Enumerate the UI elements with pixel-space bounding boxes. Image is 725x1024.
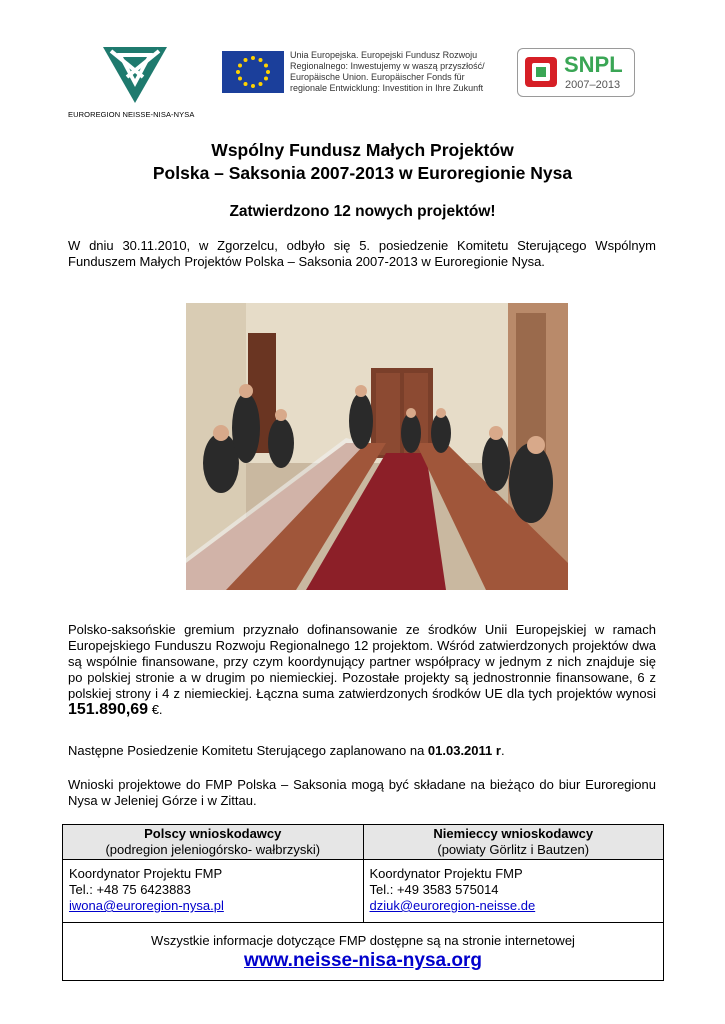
info-text: Wszystkie informacje dotyczące FMP dostępne są na stronie internetowej — [151, 933, 575, 948]
table-contacts-row — [63, 860, 663, 923]
intro-paragraph: W dniu 30.11.2010, w Zgorzelcu, odbyło się 5. posiedzenie Komitetu Sterującego Wspólnym Funduszem Małych Projektów Polska – Saksonia 2007-2013 w Euroregionie Nysa. — [68, 238, 656, 269]
german-applicants-header — [363, 825, 664, 859]
polish-applicants-title: Polscy wnioskodawcy — [144, 826, 282, 841]
euroregion-logo — [103, 47, 167, 103]
german-contact-cell — [363, 860, 664, 922]
polish-contact-email-link[interactable]: iwona@euroregion-nysa.pl — [69, 898, 224, 913]
german-applicants-title: Niemieccy wnioskodawcy — [433, 826, 594, 841]
amount-currency: €. — [148, 702, 163, 717]
polish-applicants-header — [63, 825, 363, 859]
snpl-logo — [517, 48, 635, 97]
german-contact-role: Koordynator Projektu FMP — [369, 866, 523, 881]
euroregion-caption: EUROREGION NEISSE-NISA-NYSA — [68, 110, 195, 119]
website-link[interactable]: www.neisse-nisa-nysa.org — [244, 950, 482, 971]
page-subtitle: Zatwierdzono 12 nowych projektów! — [229, 203, 496, 220]
german-contact-email-link[interactable]: dziuk@euroregion-neisse.de — [369, 898, 536, 913]
table-header-row — [63, 825, 663, 860]
polish-contact-cell — [63, 860, 363, 922]
eu-funding-text — [290, 50, 510, 94]
polish-applicants-region: (podregion jeleniogórsko- wałbrzyski) — [105, 842, 321, 857]
snpl-years: 2007–2013 — [565, 79, 621, 91]
german-applicants-region: (powiaty Görlitz i Bautzen) — [437, 842, 590, 857]
body-text: Polsko-saksońskie gremium przyznało dofinansowanie ze środków Unii Europejskiej w ramach Europejskiego Funduszu Rozwoju Regionalnego 12 projektom. Wśród zatwierdzonych projektów dwa są wspólnie finansowane, przy czym koordynujący partner współpracy w jednym z nich znajduje się po polskiej stronie a w drugim po niemieckiej. Pozostałe projekty są jednostronnie finansowane, 6 z polskiej strony i 4 z niemieckiej. Łączna suma zatwierdzonych środków UE dla tych projektów wynosi — [68, 622, 656, 701]
table-info-row — [63, 923, 663, 980]
meeting-photo — [186, 303, 568, 590]
next-meeting-end: . — [500, 743, 505, 758]
polish-contact-phone: Tel.: +48 75 6423883 — [69, 882, 191, 897]
total-amount: 151.890,69 — [68, 701, 149, 718]
eu-text-line: regionale Entwicklung: Investition in Ihre Zukunft — [290, 83, 484, 93]
page-title-line2: Polska – Saksonia 2007-2013 w Euroregionie Nysa — [152, 163, 573, 183]
eu-flag-icon — [222, 51, 284, 93]
next-meeting-text: Następne Posiedzenie Komitetu Sterującego zaplanowano na — [68, 743, 428, 758]
applications-paragraph: Wnioski projektowe do FMP Polska – Saksonia mogą być składane na bieżąco do biur Euroregionu Nysa w Jeleniej Górze i w Zittau. — [68, 777, 656, 808]
snpl-puzzle-icon — [524, 56, 558, 88]
next-meeting-paragraph — [68, 743, 656, 759]
german-contact-phone: Tel.: +49 3583 575014 — [369, 882, 499, 897]
polish-contact-role: Koordynator Projektu FMP — [69, 866, 223, 881]
snpl-name: SNPL — [564, 52, 623, 77]
eu-text-line: Unia Europejska. Europejski Fundusz Rozwoju — [290, 50, 478, 60]
page-title-line1: Wspólny Fundusz Małych Projektów — [211, 140, 514, 160]
contacts-table — [62, 824, 664, 981]
body-paragraph — [68, 622, 656, 718]
next-meeting-date: 01.03.2011 r — [427, 743, 501, 758]
eu-text-line: Europäische Union. Europäischer Fonds für — [290, 72, 465, 82]
eu-text-line: Regionalnego: Inwestujemy w waszą przyszłość/ — [290, 61, 485, 71]
